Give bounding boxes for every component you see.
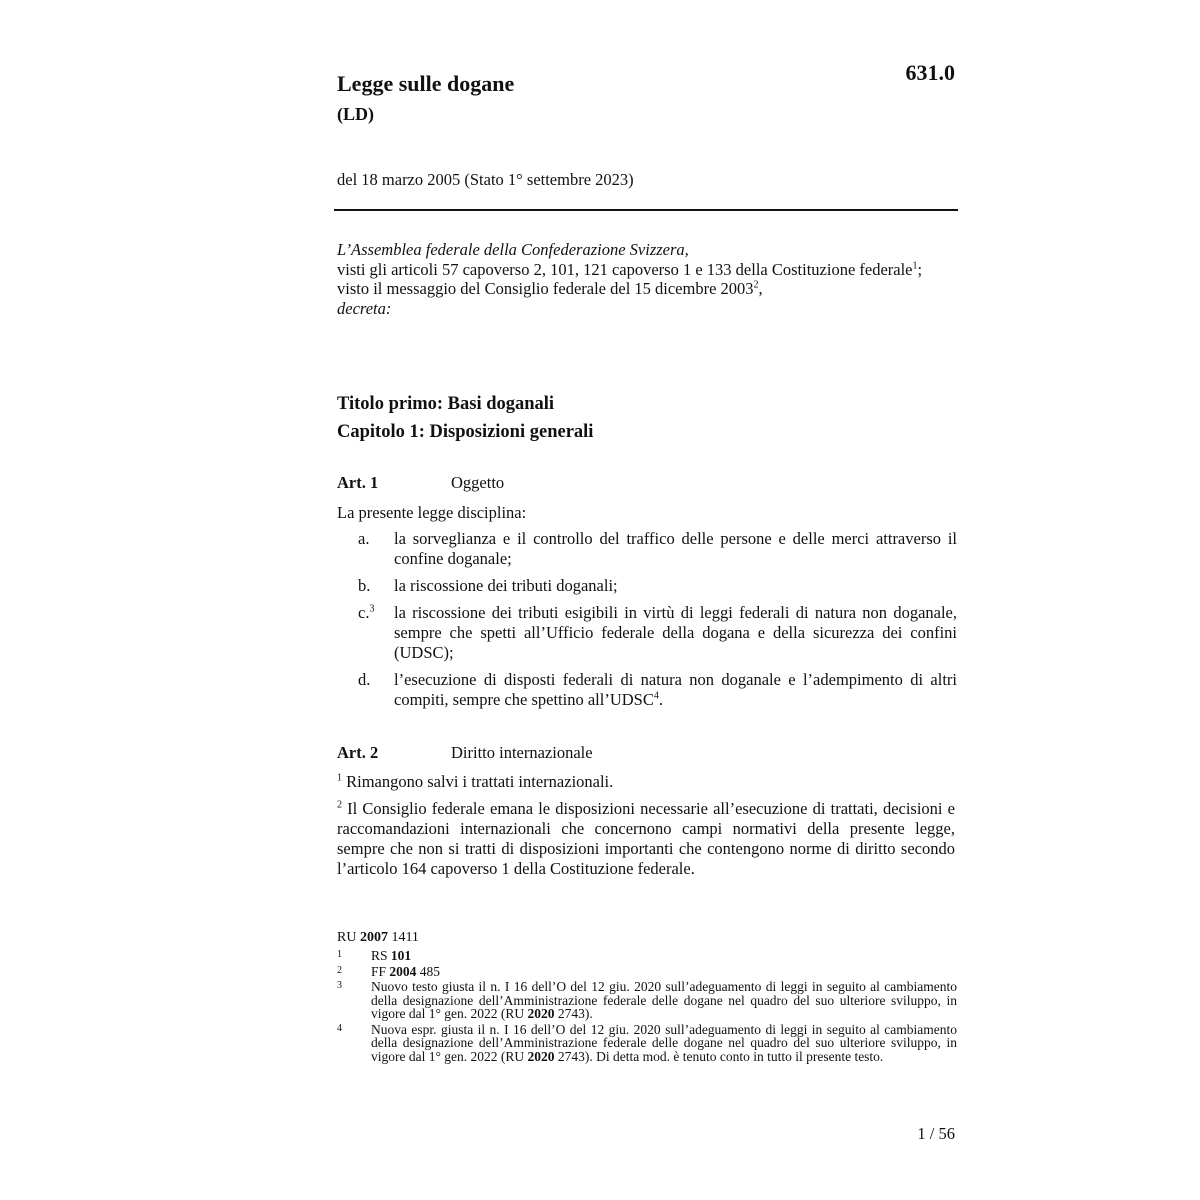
list-item-text: la sorveglianza e il controllo del traffico delle persone e delle merci attraverso il confine doganale; (394, 529, 957, 568)
article-2-paragraph-2: $^2$ Il Consiglio federale emana le disposizioni necessarie all’esecuzione di trattati, decisioni e raccomandazioni internazionali che concernono campi normativi della presente legge, sempre che non si tratti di disposizioni importanti che contengono norme di diritto secondo l’articolo 164 capoverso 1 della Costituzione federale. (337, 799, 955, 878)
footnote-number: 4 (337, 1022, 342, 1034)
footnotes (337, 949, 957, 1065)
title-heading: Titolo primo: Basi doganali (337, 394, 555, 414)
preamble-visto-end: , (758, 279, 763, 298)
document-date: del 18 marzo 2005 (Stato 1° settembre 2023) (337, 170, 634, 189)
footnote-text: RS 101 (371, 948, 412, 963)
footnote-ref-4[interactable]: 4 (653, 690, 659, 702)
list-item (337, 670, 957, 710)
article-1-intro: La presente legge disciplina: (337, 503, 527, 522)
preamble-visti (337, 260, 937, 280)
preamble-visti-end: ; (917, 259, 923, 279)
footnote-text: Nuova espr. giusta il n. I 16 dell’O del 12 giu. 2020 sull’adeguamento di leggi in seguito al cambiamento della designazione dell’Amministrazione federale delle dogane nel quadro del suo ulteriore sviluppo, in vigore dal 1° gen. 2022 (RU 2020 2743). Di detta mod. è tenuto conto in tutto il presente testo. (371, 1021, 957, 1064)
sr-number: 631.0 (905, 60, 955, 85)
article-1-heading (337, 473, 504, 493)
header-divider (334, 209, 958, 211)
footnote-text: Nuovo testo giusta il n. I 16 dell’O del 12 giu. 2020 sull’adeguamento di leggi in seguito al cambiamento della designazione dell’Amministrazione federale delle dogane nel quadro del suo ulteriore sviluppo, in vigore dal 1° gen. 2022 (RU 2020 2743). (371, 979, 957, 1021)
article-2-paragraph-1: $^1$ Rimangono salvi i trattati internazionali. (337, 772, 614, 791)
ru-reference: RU 2007 1411 (337, 930, 419, 945)
article-1-title: Oggetto (451, 473, 505, 492)
article-2-heading (337, 743, 593, 763)
list-item (337, 603, 957, 663)
preamble-decreta: decreta: (337, 298, 392, 318)
page-number: 1 / 56 (917, 1124, 955, 1143)
preamble-visti-text: visti gli articoli 57 capoverso 2, 101, 121 capoverso 1 e 133 della Costituzione federale (337, 259, 913, 279)
footnote-4 (337, 1023, 957, 1064)
footnote-ref-1[interactable]: 1 (912, 260, 918, 271)
footnote-2 (337, 965, 957, 979)
footnote-ref-3[interactable]: 3 (369, 603, 375, 615)
article-1-list (337, 529, 957, 717)
footnote-number: 2 (337, 964, 342, 976)
footnote-number: 1 (337, 949, 342, 960)
paragraph-number: 2 (337, 799, 342, 811)
list-item-text: la riscossione dei tributi doganali; (394, 576, 618, 595)
footnote-ref-2[interactable]: 2 (753, 279, 759, 291)
preamble-visto (337, 279, 937, 299)
footnote-text: FF 2004 485 (371, 963, 441, 979)
list-item-text: la riscossione dei tributi esigibili in virtù di leggi federali di natura non doganale, sempre che spetti all’Ufficio federale della dogana e della sicurezza dei confini (UDSC); (394, 603, 957, 662)
footnote-1 (337, 949, 957, 963)
article-2-number: Art. 2 (337, 743, 379, 762)
footnote-3 (337, 980, 957, 1021)
document-title: Legge sulle dogane (337, 71, 515, 96)
list-item-label: a. (358, 529, 370, 548)
list-item-label: b. (358, 576, 371, 595)
preamble-assembly: L’Assemblea federale della Confederazione Svizzera, (337, 240, 689, 259)
list-item-label: d. (358, 670, 371, 689)
list-item (337, 576, 957, 596)
document-abbreviation: (LD) (337, 104, 374, 124)
article-2-title: Diritto internazionale (451, 743, 593, 762)
chapter-heading: Capitolo 1: Disposizioni generali (337, 422, 594, 442)
preamble-visto-text: visto il messaggio del Consiglio federale del 15 dicembre 2003 (337, 279, 754, 298)
list-item-label: c.$^3$ (358, 603, 375, 622)
footnote-number: 3 (337, 980, 342, 991)
list-item-text: l’esecuzione di disposti federali di natura non doganale e l’adempimento di altri compiti, sempre che spettino all’UDSC$^4$. (394, 670, 957, 709)
article-1-number: Art. 1 (337, 473, 379, 492)
preamble (337, 240, 937, 318)
list-item (337, 529, 957, 569)
paragraph-number: 1 (337, 772, 342, 784)
